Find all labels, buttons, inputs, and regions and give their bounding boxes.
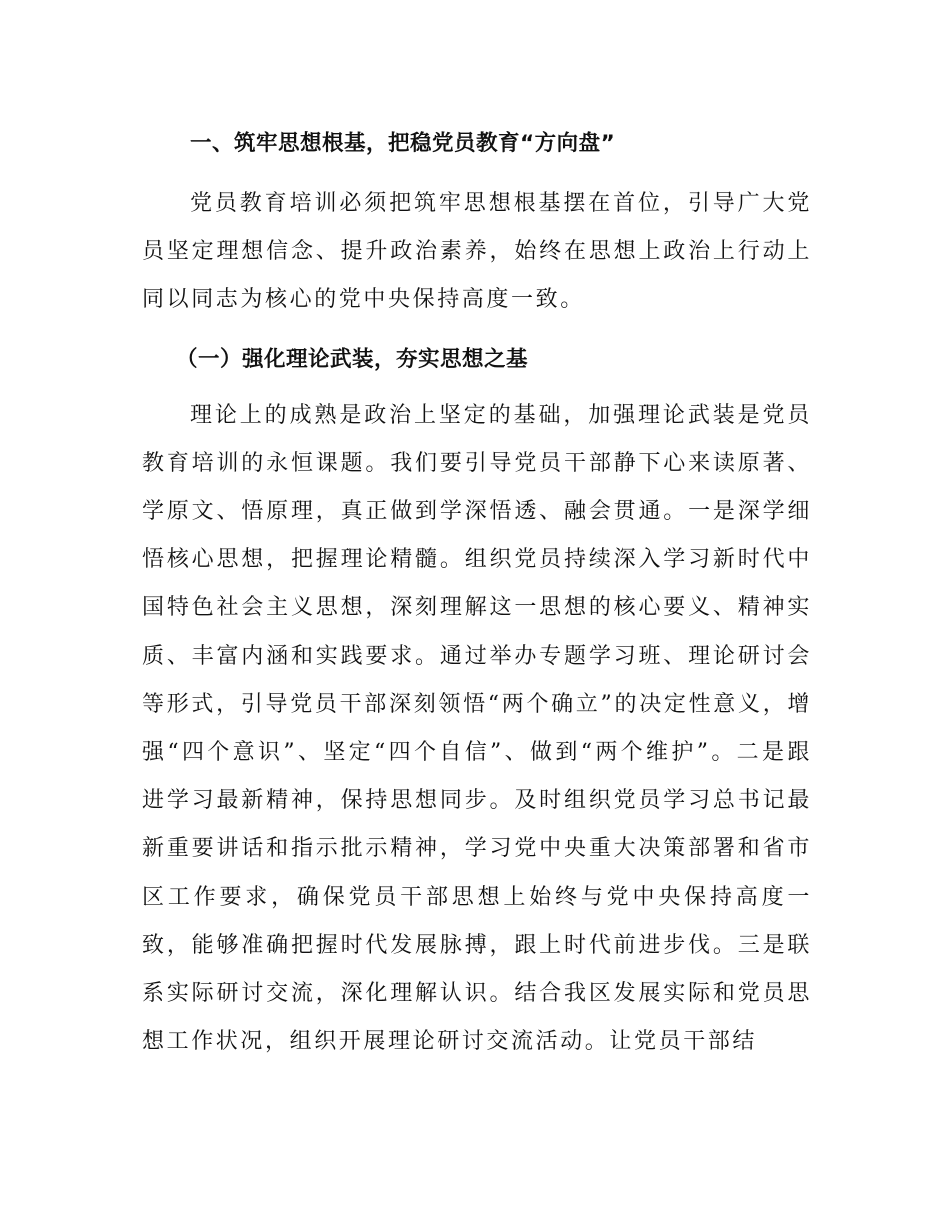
document-body [142,118,812,1066]
section-heading: 一、筑牢思想根基，把稳党员教育“方向盘” [190,131,616,156]
body-paragraph: 理论上的成熟是政治上坚定的基础，加强理论武装是党员教育培训的永恒课题。我们要引导党员干部静下心来读原著、学原文、悟原理，真正做到学深悟透、融会贯通。一是深学细悟核心思想，把握理论精髓。组织党员持续深入学习新时代中国特色社会主义思想，深刻理解这一思想的核心要义、精神实质、丰富内涵和实践要求。通过举办专题学习班、理论研讨会等形式，引导党员干部深刻领悟“两个确立”的决定性意义，增强“四个意识”、坚定“四个自信”、做到“两个维护”。二是跟进学习最新精神，保持思想同步。及时组织党员学习总书记最新重要讲话和指示批示精神，学习党中央重大决策部署和省市区工作要求，确保党员干部思想上始终与党中央保持高度一致，能够准确把握时代发展脉搏，跟上时代前进步伐。三是联系实际研讨交流，深化理解认识。结合我区发展实际和党员思想工作状况，组织开展理论研讨交流活动。让党员干部结 [142,402,812,1055]
subsection-heading: （一）强化理论武装，夯实思想之基 [176,346,529,372]
intro-paragraph: 党员教育培训必须把筑牢思想根基摆在首位，引导广大党员坚定理想信念、提升政治素养，始终在思想上政治上行动上同以同志为核心的党中央保持高度一致。 [142,191,812,313]
